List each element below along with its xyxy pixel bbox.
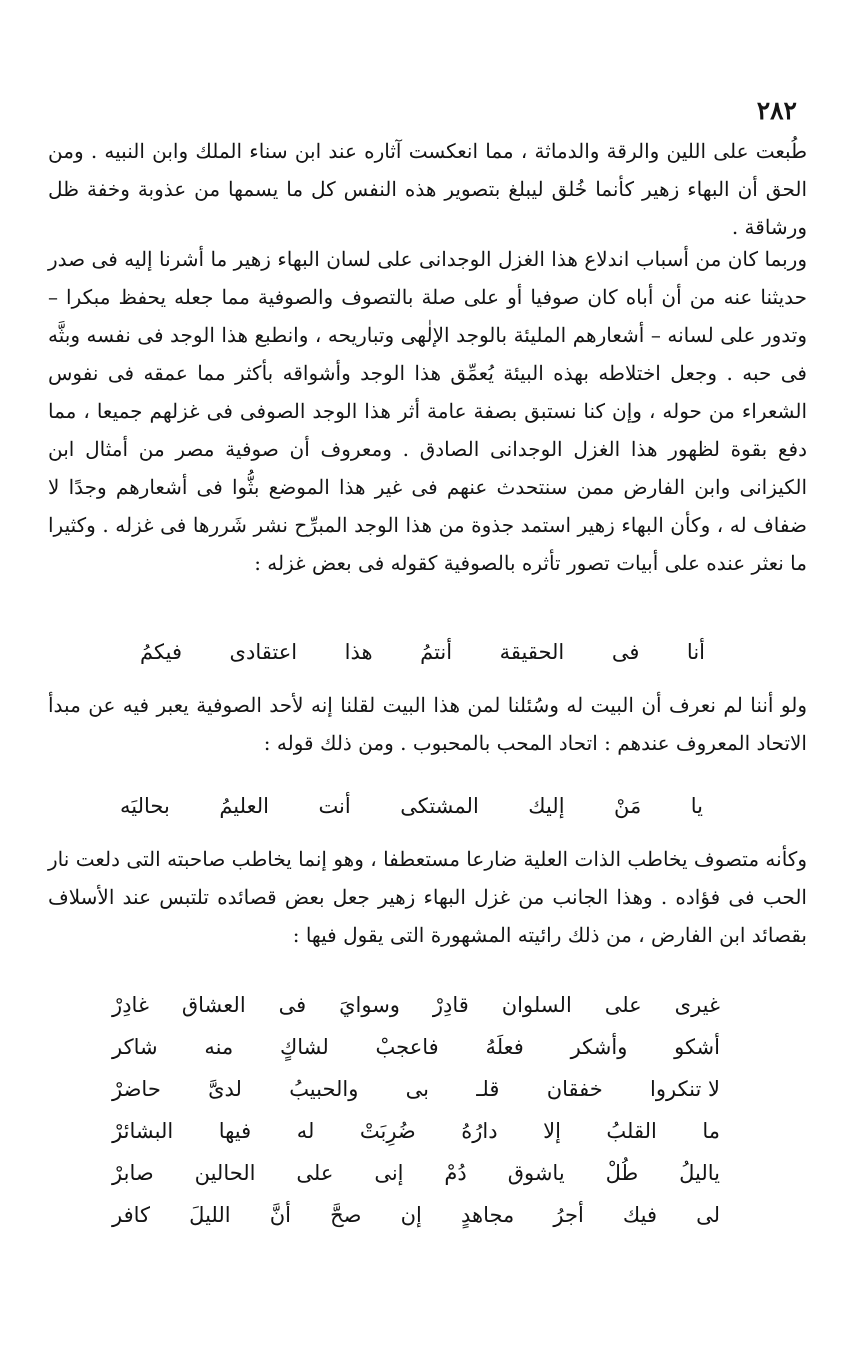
verse-word: أنتمُ (420, 640, 453, 664)
poem-word: لا تنكروا (650, 1077, 720, 1101)
verse-word: الحقيقة (499, 640, 565, 664)
poem-word: فعلَهُ (485, 1035, 524, 1059)
paragraph-3: ولو أننا لم نعرف أن البيت له وسُئلنا لمن هذا البيت لقلنا إنه لأحد الصوفية يعبر فيه عن مبدأ الاتحاد المعروف عندهم : اتحاد المحب بالمحبوب . ومن ذلك قوله : (48, 693, 807, 755)
poem-word: لى (696, 1203, 720, 1227)
poem-word: قادِرْ (432, 993, 469, 1017)
poem-word: على (296, 1161, 334, 1185)
verse-word: مَنْ (614, 794, 642, 818)
poem-word: ما (702, 1119, 720, 1143)
poem-word: غيرى (674, 993, 720, 1017)
poem-word: دُمْ (444, 1161, 467, 1185)
poem-word: طُلْ (605, 1161, 639, 1185)
verse-word: بحاليَه (120, 794, 170, 818)
poem-word: فيك (622, 1203, 657, 1227)
poem-word: والحبيبُ (289, 1077, 359, 1101)
poem-word: السلوان (501, 993, 572, 1017)
verse-word: أنا (686, 640, 705, 664)
poem-line (112, 984, 720, 1026)
verse-word: هذا (344, 640, 373, 664)
poem-word: خفقان (546, 1077, 603, 1101)
poem-word: ياليلُ (679, 1161, 720, 1185)
verse-word: العليمُ (219, 794, 269, 818)
poem-word: إنى (374, 1161, 404, 1185)
poem-word: فاعجبْ (375, 1035, 439, 1059)
poem-word: القلبُ (606, 1119, 657, 1143)
verse-word: أنت (318, 794, 351, 818)
poem-word: ياشوق (507, 1161, 565, 1185)
poem (112, 984, 720, 1236)
poem-line (112, 1026, 720, 1068)
poem-word: إلا (543, 1119, 561, 1143)
poem-word: شاكر (112, 1035, 158, 1059)
poem-word: أجرُ (553, 1203, 584, 1227)
poem-word: غادِرْ (112, 993, 149, 1017)
poem-word: البشائرْ (112, 1119, 174, 1143)
poem-line (112, 1110, 720, 1152)
poem-word: على (604, 993, 642, 1017)
verse-word: اعتقادى (229, 640, 298, 664)
poem-word: مجاهدٍ (460, 1203, 515, 1227)
poem-word: كافر (112, 1203, 151, 1227)
verse-line-2 (120, 786, 703, 826)
poem-word: أشكو (674, 1035, 720, 1059)
poem-word: دارُهُ (461, 1119, 498, 1143)
poem-line (112, 1068, 720, 1110)
verse-line-1 (140, 632, 705, 672)
verse-word: إليك (528, 794, 565, 818)
verse-word: يا (690, 794, 703, 818)
poem-word: له (296, 1119, 315, 1143)
poem-word: الليلَ (189, 1203, 231, 1227)
verse-word: فى (611, 640, 640, 664)
paragraph-4: وكأنه متصوف يخاطب الذات العلية ضارعا مستعطفا ، وهو إنما يخاطب صاحبته التى دلعت نار الحب فى فؤاده . وهذا الجانب من غزل البهاء زهير جعل بعض قصائده تلتبس عند الأسلاف بقصائد ابن الفارض ، من ذلك رائيته المشهورة التى يقول فيها : (48, 847, 807, 947)
poem-word: فيها (218, 1119, 252, 1143)
poem-word: العشاق (181, 993, 246, 1017)
poem-word: الحالين (194, 1161, 256, 1185)
poem-word: إن (400, 1203, 422, 1227)
poem-word: وأشكر (570, 1035, 628, 1059)
poem-word: منه (204, 1035, 234, 1059)
verse-word: المشتكى (400, 794, 479, 818)
poem-word: لشاكٍ (279, 1035, 329, 1059)
poem-word: قلـ (476, 1077, 500, 1101)
poem-word: صحَّ (330, 1203, 362, 1227)
verse-word: فيكمُ (140, 640, 182, 664)
poem-word: حاضرْ (112, 1077, 161, 1101)
page-number: ٢٨٢ (756, 96, 797, 125)
poem-word: ضُرِبَتْ (359, 1119, 416, 1143)
poem-word: أنَّ (269, 1203, 291, 1227)
paragraph-1: طُبعت على اللين والرقة والدماثة ، مما انعكست آثاره عند ابن سناء الملك وابن النبيه . ومن الحق أن البهاء زهير كأنما خُلق ليبلغ بتصوير هذه النفس كل ما يسمها من عذوبة وخفة ظل ورشاقة . (48, 139, 807, 239)
poem-word: فى (278, 993, 307, 1017)
poem-line (112, 1194, 720, 1236)
poem-word: صابرْ (112, 1161, 154, 1185)
poem-word: وسوايَ (339, 993, 400, 1017)
poem-word: لدىَّ (208, 1077, 242, 1101)
poem-word: بى (405, 1077, 430, 1101)
paragraph-2: وربما كان من أسباب اندلاع هذا الغزل الوجدانى على لسان البهاء زهير ما أشرنا إليه فى صدر حديثنا عنه من أن أباه كان صوفيا أو على صلة بالتصوف والصوفية مما جعله يحفظ مبكرا – وتدور على لسانه – أشعارهم المليئة بالوجد الإلٰهى وتباريحه ، وانطبع هذا الوجد فى نفسه وبثَّه فى حبه . وجعل اختلاطه بهذه البيئة يُعمِّق هذا الوجد وأشواقه بأكثر مما عمقه فى نفوس الشعراء من حوله ، وإن كنا نستبق بصفة عامة أثر هذا الوجد الصوفى فى غزلهم جميعا ، مما دفع بقوة لظهور هذا الغزل الوجدانى الصادق . ومعروف أن صوفية مصر من أمثال ابن الكيزانى وابن الفارض ممن سنتحدث عنهم فى غير هذا الموضع بثُّوا فى أشعارهم وجدًا لا ضفاف له ، وكأن البهاء زهير استمد جذوة من هذا الوجد المبرِّح نشر شَررها فى غزله . وكثيرا ما نعثر عنده على أبيات تصور تأثره بالصوفية كقوله فى بعض غزله : (48, 247, 808, 575)
poem-line (112, 1152, 720, 1194)
